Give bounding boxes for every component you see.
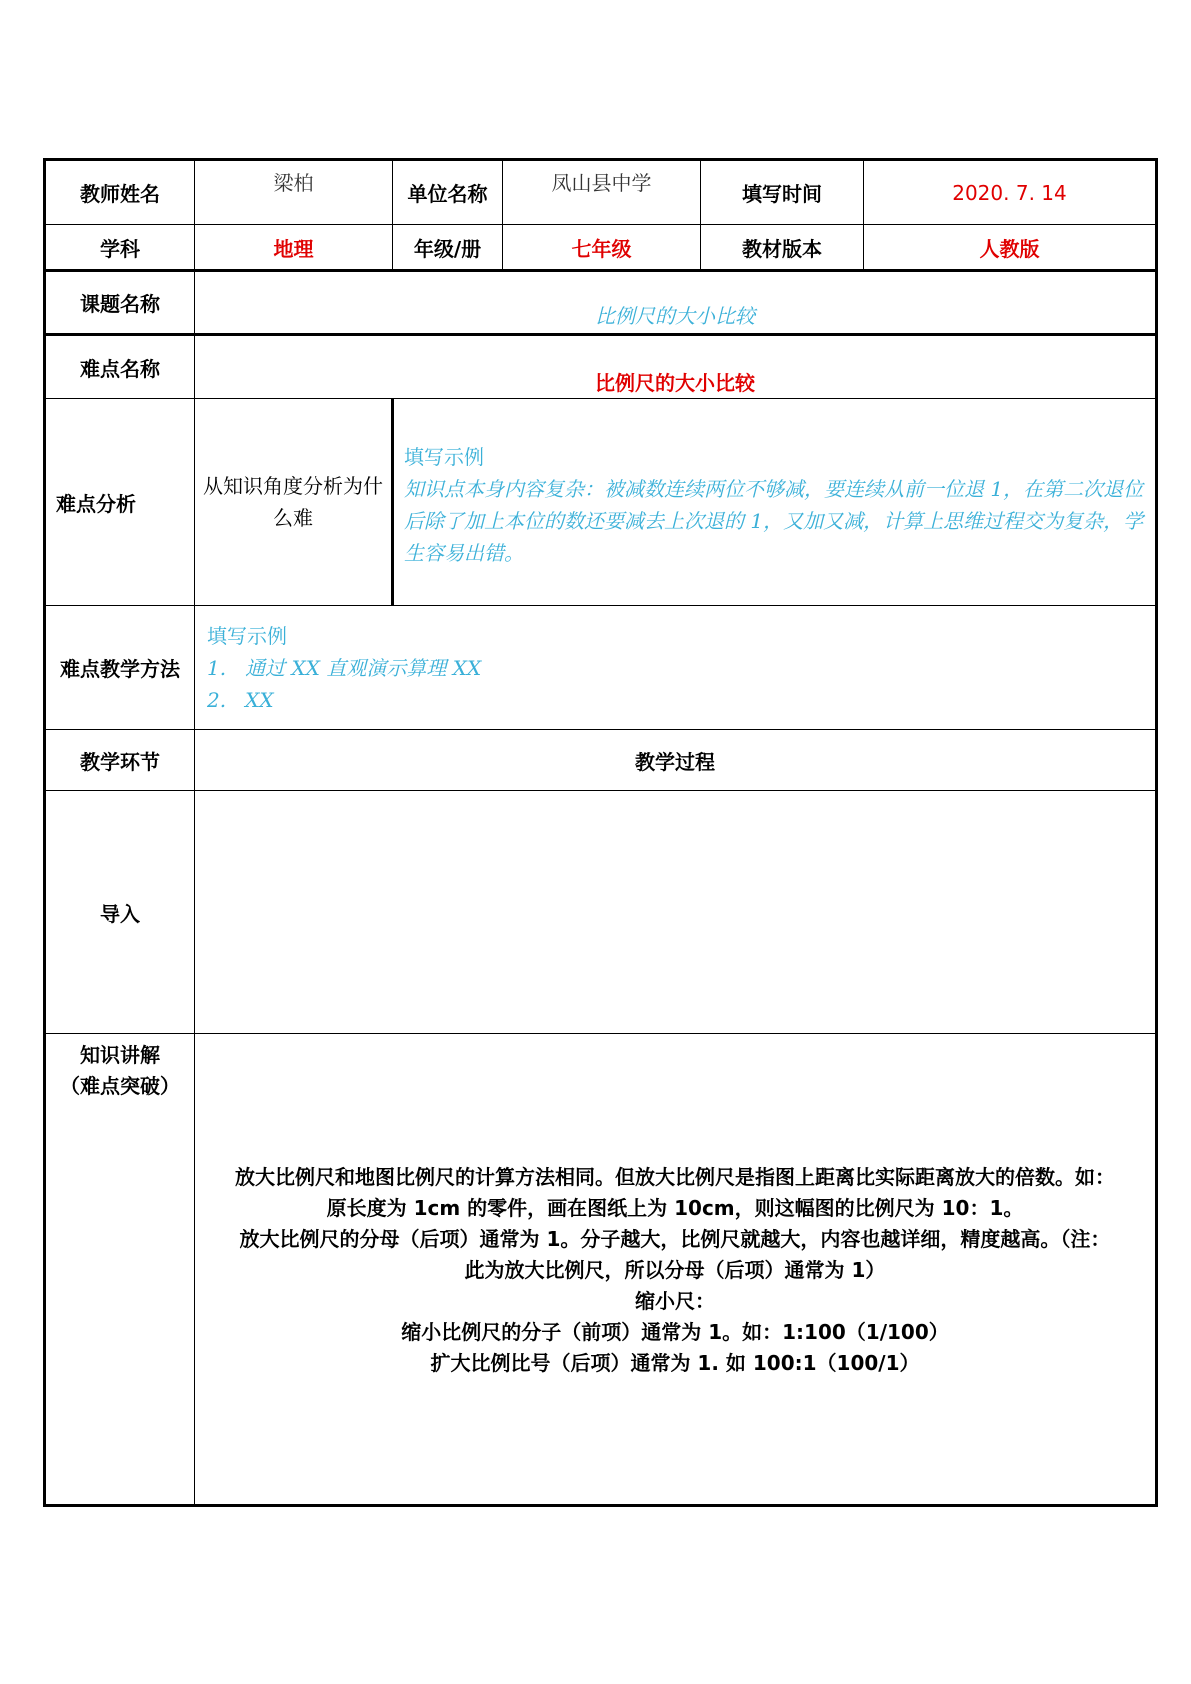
knowledge-line-3: 放大比例尺的分母（后项）通常为 1。分子越大，比例尺就越大，内容也越详细，精度越高。（注： bbox=[239, 1227, 1111, 1251]
process-header-row bbox=[45, 730, 1157, 791]
knowledge-line-7: 扩大比例比号（后项）通常为 1. 如 100:1（100/1） bbox=[430, 1351, 920, 1375]
subject-label: 学科 bbox=[45, 225, 195, 271]
header-row-2 bbox=[45, 225, 1157, 271]
topic-value: 比例尺的大小比较 bbox=[195, 271, 1157, 335]
knowledge-line-5: 缩小尺： bbox=[635, 1289, 715, 1313]
method-item-1: 1. 通过 XX 直观演示算理 XX bbox=[207, 656, 482, 680]
topic-row bbox=[45, 271, 1157, 335]
difficulty-row bbox=[45, 335, 1157, 399]
knowledge-line-6: 缩小比例尺的分子（前项）通常为 1。如：1:100（1/100） bbox=[401, 1320, 949, 1344]
analysis-label: 难点分析 bbox=[45, 399, 195, 606]
difficulty-label: 难点名称 bbox=[45, 335, 195, 399]
knowledge-label-line1: 知识讲解 bbox=[80, 1043, 160, 1067]
knowledge-row bbox=[45, 1034, 1157, 1506]
edition-label: 教材版本 bbox=[701, 225, 864, 271]
header-row-1 bbox=[45, 160, 1157, 225]
lesson-plan-table bbox=[43, 158, 1158, 1507]
difficulty-value: 比例尺的大小比较 bbox=[195, 335, 1157, 399]
fill-date-label: 填写时间 bbox=[701, 160, 864, 225]
intro-label: 导入 bbox=[45, 791, 195, 1034]
analysis-sub-label: 从知识角度分析为什么难 bbox=[195, 399, 393, 606]
analysis-example bbox=[393, 399, 1157, 606]
method-row bbox=[45, 606, 1157, 730]
process-label: 教学过程 bbox=[195, 730, 1157, 791]
intro-content bbox=[195, 791, 1157, 1034]
knowledge-content bbox=[195, 1034, 1157, 1506]
subject-value: 地理 bbox=[195, 225, 393, 271]
knowledge-line-2: 原长度为 1cm 的零件，画在图纸上为 10cm，则这幅图的比例尺为 10：1。 bbox=[326, 1196, 1024, 1220]
edition-value: 人教版 bbox=[864, 225, 1157, 271]
topic-label: 课题名称 bbox=[45, 271, 195, 335]
fill-date-value: 2020. 7. 14 bbox=[864, 160, 1157, 225]
knowledge-text bbox=[195, 1162, 1155, 1379]
knowledge-label bbox=[45, 1034, 195, 1506]
lesson-plan-form bbox=[43, 158, 1155, 1507]
method-item-2: 2. XX bbox=[207, 688, 274, 712]
knowledge-line-4: 此为放大比例尺，所以分母（后项）通常为 1） bbox=[464, 1258, 886, 1282]
analysis-example-text: 知识点本身内容复杂：被减数连续两位不够减，要连续从前一位退 1，在第二次退位后除了加上本位的数还要减去上次退的 1，又加又减，计算上思维过程交为复杂，学生容易出错。 bbox=[404, 477, 1144, 565]
grade-value: 七年级 bbox=[503, 225, 701, 271]
teacher-name-label: 教师姓名 bbox=[45, 160, 195, 225]
method-label: 难点教学方法 bbox=[45, 606, 195, 730]
grade-label: 年级/册 bbox=[393, 225, 503, 271]
method-example-title: 填写示例 bbox=[207, 624, 287, 648]
knowledge-label-line2: （难点突破） bbox=[60, 1074, 180, 1098]
knowledge-line-1: 放大比例尺和地图比例尺的计算方法相同。但放大比例尺是指图上距离比实际距离放大的倍数。如： bbox=[235, 1165, 1115, 1189]
analysis-row bbox=[45, 399, 1157, 606]
unit-name-label: 单位名称 bbox=[393, 160, 503, 225]
intro-row bbox=[45, 791, 1157, 1034]
analysis-example-title: 填写示例 bbox=[404, 445, 484, 469]
process-step-label: 教学环节 bbox=[45, 730, 195, 791]
method-content bbox=[195, 606, 1157, 730]
teacher-name-value: 梁柏 bbox=[195, 160, 393, 225]
unit-name-value: 凤山县中学 bbox=[503, 160, 701, 225]
